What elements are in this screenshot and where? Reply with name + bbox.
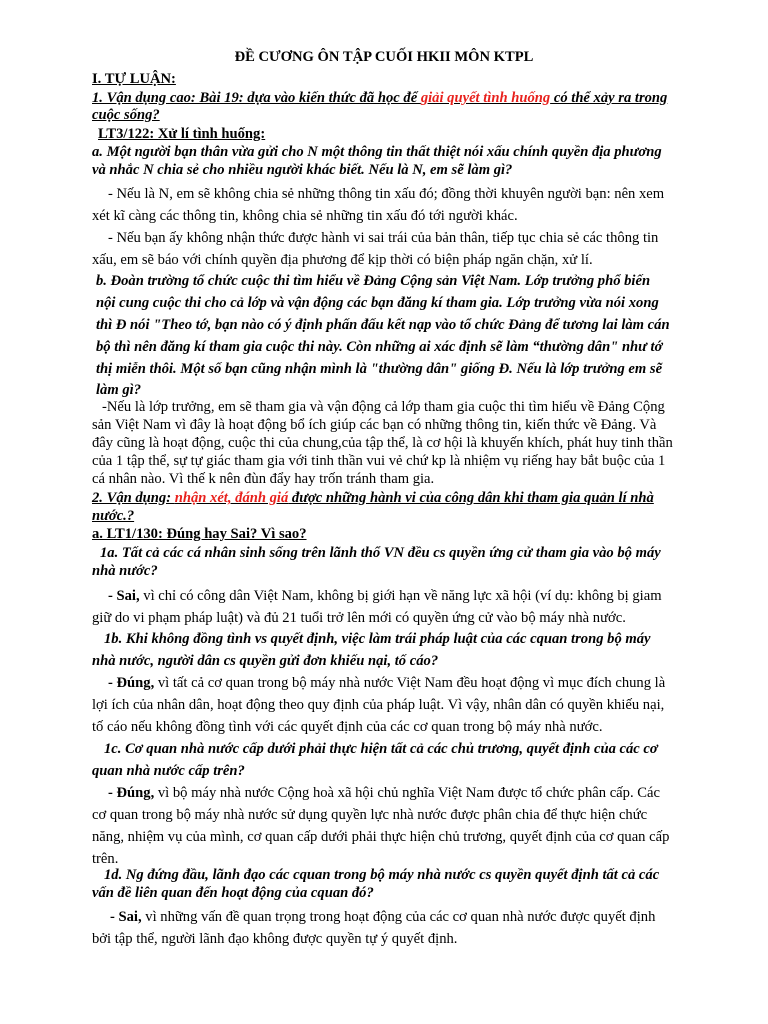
answer-b-line3: đây cũng là hoạt động, cuộc thi của chung,của tập thể, là cơ hội là khuyến khích, phát huy tinh thần [92,435,673,451]
answer-1a-label: - Sai, [108,588,140,604]
question-2-text-end: được những hành vi của công dân khi tham gia quản lí nhà [288,490,654,506]
situation-b-line2: nội cung cuộc thi cho cả lớp và vận động các bạn đăng kí tham gia. Lớp trưởng vừa nói xong [96,295,659,311]
situation-b-line4: bộ thì nên đăng kí tham gia cuộc thi này. Còn những ai xác định sẽ làm “thường dân" như tớ [96,339,663,355]
answer-a2-line2: xấu, em sẽ báo với chính quyền địa phương để kịp thời có biện pháp ngăn chặn, xử lí. [92,252,593,268]
section-heading: I. TỰ LUẬN: [92,71,176,87]
answer-b-line5: cá nhân nào. Vì thế k nên đùn đẩy hay trốn tránh tham gia. [92,471,435,487]
question-1-line2: cuộc sống? [92,107,160,123]
lt3-heading: LT3/122: Xử lí tình huống: [98,126,266,142]
question-1-highlight: giải quyết tình huống [420,90,551,106]
situation-a-line1: a. Một người bạn thân vừa gửi cho N một thông tin thất thiệt nói xấu chính quyền địa phương [92,144,662,160]
answer-b-line2: sản Việt Nam vì đây là hoạt động bổ ích giúp các bạn có những thông tin, kiến thức về Đảng. Và [92,417,657,433]
question-1b-line2: nhà nước, người dân cs quyền gửi đơn khiếu nại, tố cáo? [92,653,439,669]
question-1b-line1: 1b. Khi không đồng tình vs quyết định, việc làm trái pháp luật của các cquan trong bộ máy [104,631,651,647]
answer-b-line4: của 1 tập thể, sự tự giác tham gia với tinh thần vui vẻ chứ kp là nhiệm vụ riếng hay bắt buộc của 1 [92,453,666,469]
situation-b-line3: thì Đ nói "Theo tớ, bạn nào có ý định phấn đấu kết nạp vào tổ chức Đảng để tương lai làm cán [96,317,670,333]
answer-1c-line3: năng, nhiệm vụ của mình, cơ quan cấp dưới phải thực hiện chủ trương, quyết định của cơ quan cấp [92,829,670,845]
question-1-text-end: có thể xảy ra trong [550,90,668,106]
answer-1b-text: vì tất cả cơ quan trong bộ máy nhà nước Việt Nam đều hoạt động vì mục đích chung là [154,675,666,691]
answer-1d-line2: bởi tập thể, người lãnh đạo không được quyền tự ý quyết định. [92,931,458,947]
answer-1b-line2: lợi ích của nhân dân, hoạt động theo quy định của pháp luật. Vì vậy, nhân dân có quyền khiếu nại, [92,697,665,713]
answer-1a-line2: giữ do vi phạm pháp luật) và đủ 21 tuổi trở lên mới có quyền ứng cử vào bộ máy nhà nước. [92,610,626,626]
answer-1c-label: - Đúng, [108,785,155,801]
answer-1c-text: vì bộ máy nhà nước Cộng hoà xã hội chủ nghĩa Việt Nam được tổ chức phân cấp. Các [154,785,660,801]
situation-b-line6: làm gì? [96,382,141,398]
question-1a-line1: 1a. Tất cả các cá nhân sinh sống trên lãnh thổ VN đều cs quyền ứng cử tham gia vào bộ máy [100,545,661,561]
answer-1d-text: vì những vấn đề quan trọng trong hoạt động của các cơ quan nhà nước được quyết định [141,909,656,925]
answer-1a-line1 [108,587,662,605]
answer-1b-line1 [108,674,665,692]
question-2-line2: nước.? [92,508,135,524]
answer-1c-line1 [108,784,660,802]
situation-b-line1: b. Đoàn trường tổ chức cuộc thi tìm hiểu về Đảng Cộng sản Việt Nam. Lớp trưởng phổ biến [96,273,651,289]
question-1c-line1: 1c. Cơ quan nhà nước cấp dưới phải thực hiện tất cả các chủ trương, quyết định của các cơ [104,741,658,757]
question-1d-line2: vấn đề liên quan đến hoạt động của cquan đó? [92,885,374,901]
answer-b-line1: -Nếu là lớp trưởng, em sẽ tham gia và vận động cả lớp tham gia cuộc thi tìm hiểu về Đảng Cộng [102,399,665,415]
document-title: ĐỀ CƯƠNG ÔN TẬP CUỐI HKII MÔN KTPL [234,49,534,65]
situation-b-line5: thị miễn thôi. Một số bạn cũng nhận mình là "thường dân" giống Đ. Nếu là lớp trưởng em sẽ [96,361,663,377]
question-2-text: 2. Vận dụng: [92,490,175,506]
answer-1b-line3: tố cáo nếu không đồng tình với các quyết định của các cơ quan trong bộ máy nhà nước. [92,719,603,735]
answer-1a-text: vì chỉ có công dân Việt Nam, không bị giới hạn về năng lực xã hội (ví dụ: không bị giam [139,588,662,604]
question-1-heading [92,89,667,107]
answer-1c-line2: cơ quan trong bộ máy nhà nước sử dụng quyền lực nhà nước được phân chia để thực hiện chức [92,807,648,823]
answer-1c-line4: trên. [92,851,119,867]
answer-a1-line1: - Nếu là N, em sẽ không chia sẻ những thông tin xấu đó; đồng thời khuyên người bạn: nên xem [108,186,665,202]
answer-a1-line2: xét kĩ càng các thông tin, không chia sẻ những tin xấu đó tới người khác. [92,208,518,224]
question-2-heading [92,489,654,507]
answer-1b-label: - Đúng, [108,675,155,691]
question-2-highlight: nhận xét, đánh giá [174,490,289,506]
question-1a-line2: nhà nước? [92,563,158,579]
question-1-text: 1. Vận dụng cao: Bài 19: dựa vào kiến thức đã học để [92,90,421,106]
question-1d-line1: 1d. Ng đứng đầu, lãnh đạo các cquan trong bộ máy nhà nước cs quyền quyết định tất cả các [104,867,660,883]
question-1c-line2: quan nhà nước cấp trên? [92,763,245,779]
answer-a2-line1: - Nếu bạn ấy không nhận thức được hành vi sai trái của bản thân, tiếp tục chia sẻ các thông tin [108,230,659,246]
lt1-heading: a. LT1/130: Đúng hay Sai? Vì sao? [92,526,307,542]
situation-a-line2: và nhắc N chia sẻ cho nhiều người khác biết. Nếu là N, em sẽ làm gì? [92,162,513,178]
answer-1d-line1 [110,908,655,926]
answer-1d-label: - Sai, [110,909,142,925]
